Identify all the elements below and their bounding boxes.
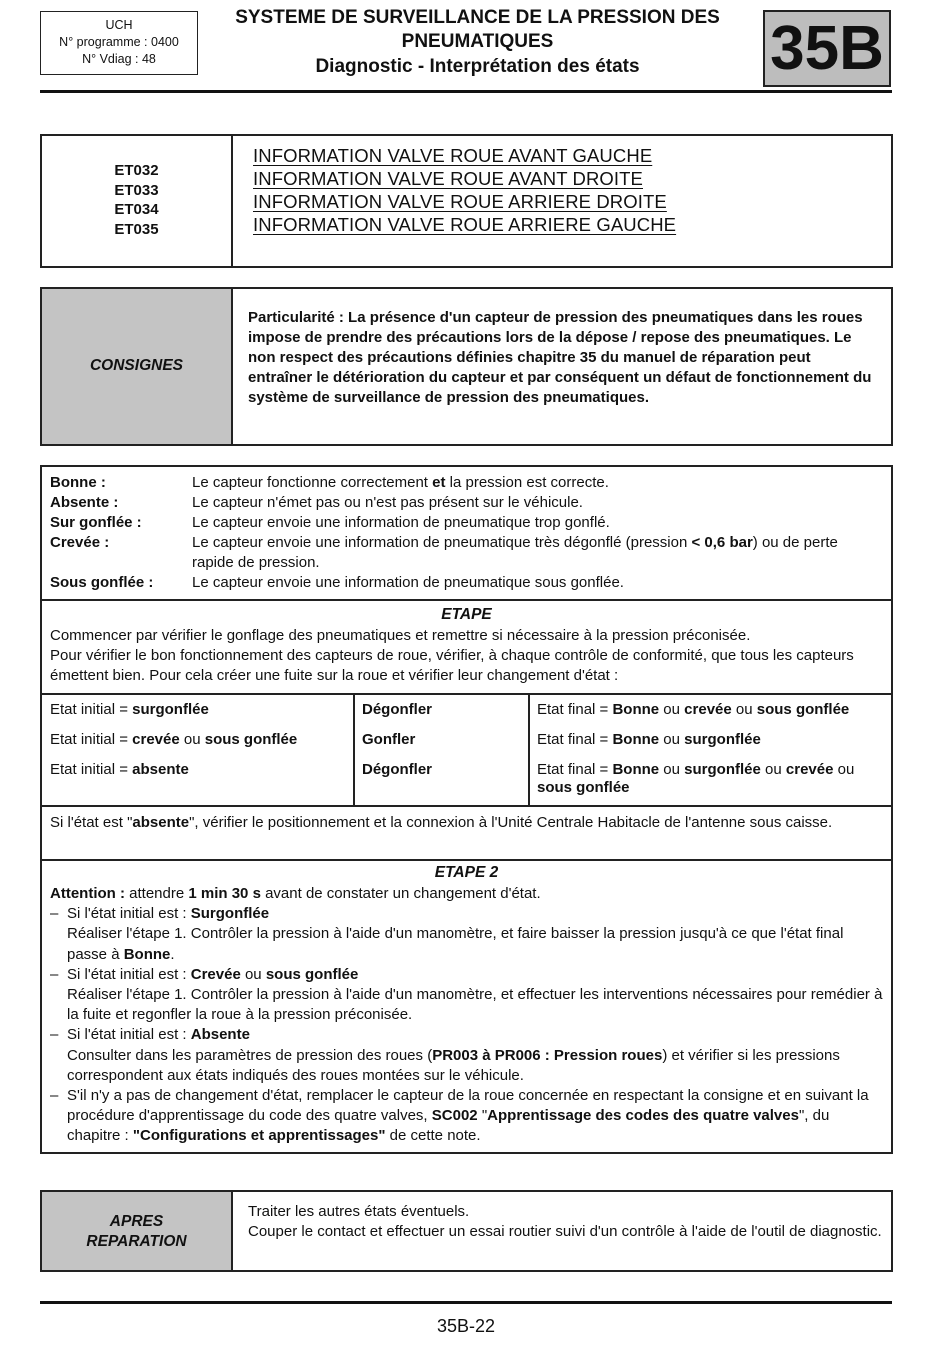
et-info-title: INFORMATION VALVE ROUE ARRIERE GAUCHE <box>253 214 677 235</box>
header-divider <box>40 90 892 93</box>
et-code: ET034 <box>114 201 159 218</box>
state-key: Sous gonflée : <box>50 574 154 591</box>
consignes-text: Particularité : La présence d'un capteur de pression des pneumatiques dans les roues impose de prendre des précautions lors de la dépose / repose des pneumatiques. Le non respect des précautions définies chapitre 35 du manuel de réparation peut entraîner le détérioration du capteur et par conséquent un défaut de fonctionnement du système de surveillance de pression des pneumatiques. <box>248 309 872 406</box>
header-module: UCH <box>105 18 133 32</box>
etape1-line: Commencer par vérifier le gonflage des pneumatiques et remettre si nécessaire à la pression préconisée. <box>50 627 751 644</box>
et-block <box>40 134 893 268</box>
et-divider <box>231 136 233 266</box>
state-desc: Le capteur envoie une information de pneumatique sous gonflée. <box>192 574 624 591</box>
footer-divider <box>40 1301 892 1304</box>
apres-reparation-block <box>40 1190 893 1272</box>
dash-bullet: – <box>50 905 59 923</box>
page-title-line2: PNEUMATIQUES <box>401 31 554 52</box>
consignes-label: CONSIGNES <box>89 357 183 374</box>
etape1-title: ETAPE <box>441 606 492 623</box>
apres-text <box>248 1202 883 1242</box>
consignes-block <box>40 287 893 446</box>
table-cell-initial: Etat initial = crevée ou sous gonflée <box>50 731 298 748</box>
etape2-item: – Si l'état initial est : Absente Consulter dans les paramètres de pression des roues (PR003 à PR006 : Pression roues) et vérifier si les pressions correspondent aux états indiqués des roues montées sur le véhicule. <box>50 1026 840 1084</box>
table-cell-final: Etat final = Bonne ou surgonflée <box>537 731 761 748</box>
dash-bullet: – <box>50 1087 59 1105</box>
header-vdiag: N° Vdiag : 48 <box>82 52 156 66</box>
etape2-item: – S'il n'y a pas de changement d'état, remplacer le capteur de la roue concernée en respectant la consigne et en suivant la procédure d'apprentissage du code des quatre valves, SC002 "Apprentissage des codes des quatre valves", du chapitre : "Configurations et apprentissages" de cette note. <box>50 1087 869 1145</box>
et-codes <box>42 161 231 239</box>
et-info-title: INFORMATION VALVE ROUE ARRIERE DROITE <box>253 191 667 212</box>
et-code: ET033 <box>114 181 159 199</box>
page-title-line1: SYSTEME DE SURVEILLANCE DE LA PRESSION DES <box>235 7 720 28</box>
table-cell-final: Etat final = Bonne ou surgonflée ou crevée ou sous gonflée <box>537 761 855 796</box>
table-divider <box>528 693 530 805</box>
page-subtitle: Diagnostic - Interprétation des états <box>315 56 640 77</box>
consignes-divider <box>231 289 233 444</box>
apres-line: Couper le contact et effectuer un essai routier suivi d'un contrôle à l'aide de l'outil de diagnostic. <box>248 1223 882 1241</box>
state-key: Absente : <box>50 494 119 511</box>
dash-bullet: – <box>50 965 59 983</box>
section-code-badge: 35B <box>763 10 891 87</box>
apres-divider <box>231 1192 233 1270</box>
table-cell-initial: Etat initial = surgonflée <box>50 701 209 718</box>
apres-line: Traiter les autres états éventuels. <box>248 1203 470 1220</box>
et-info-title: INFORMATION VALVE ROUE AVANT DROITE <box>253 168 643 189</box>
etape2-body <box>50 884 885 1147</box>
et-code: ET035 <box>114 220 159 238</box>
page-number: 35B-22 <box>436 1316 496 1336</box>
separator <box>42 859 891 861</box>
state-key: Sur gonflée : <box>50 514 142 531</box>
separator <box>42 599 891 601</box>
etape1-text <box>50 626 885 687</box>
et-code: ET032 <box>114 162 159 179</box>
et-info-list <box>253 144 873 236</box>
et-info-title: INFORMATION VALVE ROUE AVANT GAUCHE <box>253 145 653 166</box>
etape2-item: – Si l'état initial est : Surgonflée Réaliser l'étape 1. Contrôler la pression à l'aide d'un manomètre, et faire baisser la pression jusqu'à ce que l'état final passe à Bonne. <box>50 905 844 963</box>
header-info-box <box>40 11 198 75</box>
apres-label: APRES REPARATION <box>86 1213 187 1250</box>
absente-note: Si l'état est "absente", vérifier le positionnement et la connexion à l'Unité Centrale Habitacle de l'antenne sous caisse. <box>50 814 833 831</box>
table-cell-initial: Etat initial = absente <box>50 761 189 778</box>
state-desc: Le capteur envoie une information de pneumatique très dégonflé (pression < 0,6 bar) ou de perte rapide de pression. <box>192 534 838 571</box>
header-program: N° programme : 0400 <box>59 35 179 49</box>
dash-bullet: – <box>50 1026 59 1044</box>
table-cell-action: Gonfler <box>362 731 416 748</box>
table-divider <box>353 693 355 805</box>
table-cell-action: Dégonfler <box>362 761 433 778</box>
state-desc: Le capteur n'émet pas ou n'est pas présent sur le véhicule. <box>192 494 583 511</box>
state-key: Crevée : <box>50 534 110 551</box>
attention-line: Attention : attendre 1 min 30 s avant de constater un changement d'état. <box>50 885 541 902</box>
etape2-item: – Si l'état initial est : Crevée ou sous gonflée Réaliser l'étape 1. Contrôler la pression à l'aide d'un manomètre, et effectuer les interventions nécessaires pour remédier à la fuite et regonfler la roue à la pression préconisée. <box>50 965 883 1024</box>
header-title-block <box>200 5 755 81</box>
state-desc: Le capteur fonctionne correctement et la pression est correcte. <box>192 474 609 491</box>
separator <box>42 693 891 695</box>
separator <box>42 805 891 807</box>
state-desc: Le capteur envoie une information de pneumatique trop gonflé. <box>192 514 610 531</box>
etape2-title: ETAPE 2 <box>434 864 499 881</box>
etape1-line: Pour vérifier le bon fonctionnement des capteurs de roue, vérifier, à chaque contrôle de conformité, que tous les capteurs émettent bien. Pour cela créer une fuite sur la roue et vérifier leur changement d'état : <box>50 647 854 685</box>
state-key: Bonne : <box>50 474 106 491</box>
table-cell-action: Dégonfler <box>362 701 433 718</box>
table-cell-final: Etat final = Bonne ou crevée ou sous gonflée <box>537 701 850 718</box>
